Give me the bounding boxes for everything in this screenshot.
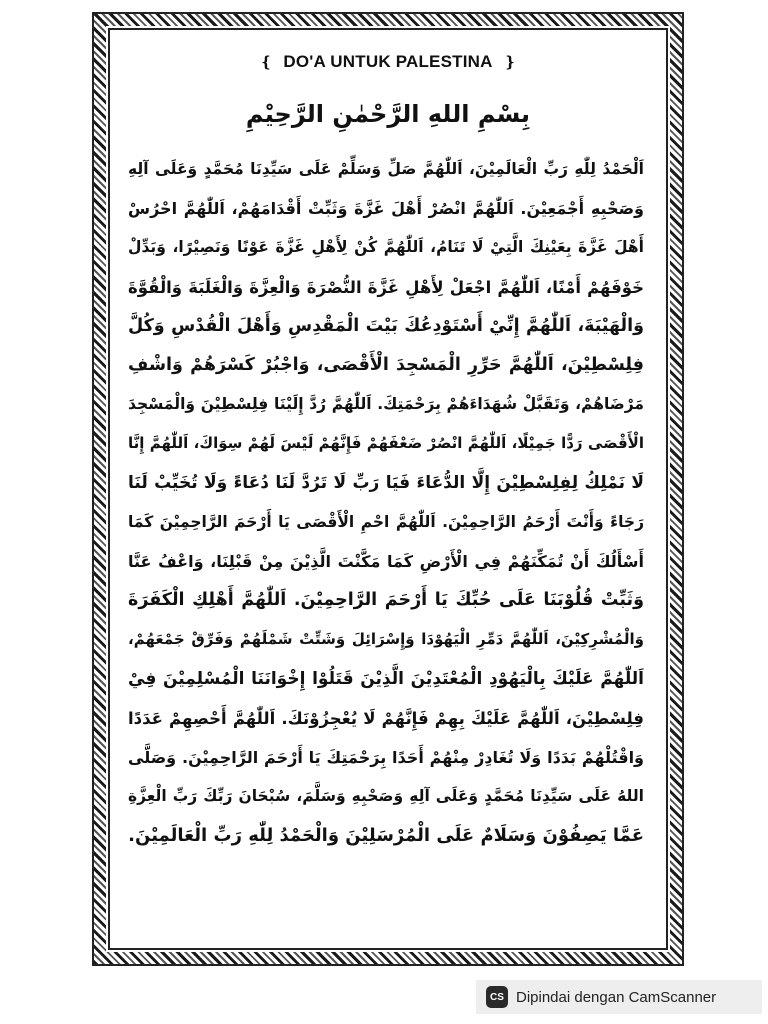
prayer-line: وَالْهَيْبَةَ، اَللّٰهُمَّ إِنِّيْ أَسْتَوْدِعُكَ بَيْتَ الْمَقْدِسِ وَأَهْلَ الْقُدْسِ وَكُلَّ	[128, 315, 644, 336]
prayer-line: خَوْفَهُمْ أَمْنًا، اَللّٰهُمَّ اجْعَلْ لِأَهْلِ غَزَّةَ النُّصْرَةَ وَالْعِزَّةَ وَالْغَلَبَةَ وَالْقُوَّةَ	[128, 277, 644, 297]
scanned-page	[92, 12, 684, 966]
prayer-line: فِلِسْطِيْنَ، اَللّٰهُمَّ عَلَيْكَ بِهِمْ فَإِنَّهُمْ لَا يُعْجِزُوْنَكَ. اَللّٰهُمَّ أَحْصِهِمْ عَدَدًا	[128, 708, 644, 728]
prayer-line: اللهُ عَلَى سَيِّدِنَا مُحَمَّدٍ وَعَلَى آلِهِ وَصَحْبِهِ وَسَلَّمَ، سُبْحَانَ رَبِّكَ رَبِّ الْعِزَّةِ	[128, 787, 644, 806]
prayer-line: رَجَاءً وَأَنْتَ أَرْحَمُ الرَّاحِمِيْنَ. اَللّٰهُمَّ احْمِ الْأَقْصَى يَا أَرْحَمَ الرَّاحِمِيْنَ كَمَا	[128, 512, 644, 531]
ornament-left-icon: ❴	[259, 53, 273, 71]
camscanner-watermark	[476, 980, 762, 1014]
prayer-line: اَللّٰهُمَّ عَلَيْكَ بِالْيَهُوْدِ الْمُعْتَدِيْنَ الَّذِيْنَ قَتَلُوْا إِخْوَانَنَا الْمُسْلِمِيْنَ فِيْ	[128, 668, 644, 689]
prayer-line: الْأَقْصَى رَدًّا جَمِيْلًا، اَللّٰهُمَّ انْصُرْ ضَعْفَهُمْ فَإِنَّهُمْ لَيْسَ لَهُمْ سِوَاكَ، اَللّٰهُمَّ إِنَّا	[128, 434, 644, 453]
prayer-line: أَهْلَ غَزَّةَ بِعَيْنِكَ الَّتِيْ لَا تَنَامُ، اَللّٰهُمَّ كُنْ لِأَهْلِ غَزَّةَ عَوْنًا وَنَصِيْرًا، وَبَدِّلْ	[128, 238, 644, 257]
prayer-line: وَثَبِّتْ قُلُوْبَنَا عَلَى حُبِّكَ يَا أَرْحَمَ الرَّاحِمِيْنَ. اَللّٰهُمَّ أَهْلِكِ الْكَفَرَةَ	[128, 590, 644, 611]
prayer-line: أَسْأَلُكَ أَنْ تُمَكِّنَهُمْ فِي الْأَرْضِ كَمَا مَكَّنْتَ الَّذِيْنَ مِنْ قَبْلِنَا، وَاعْفُ عَنَّا	[128, 552, 644, 572]
ornament-right-icon: ❵	[503, 53, 517, 71]
camscanner-icon: CS	[486, 986, 508, 1008]
prayer-line: وَصَحْبِهِ أَجْمَعِيْنَ. اَللّٰهُمَّ انْصُرْ أَهْلَ غَزَّةَ وَثَبِّتْ أَقْدَامَهُمْ، اَللّٰهُمَّ احْرُسْ	[128, 199, 644, 219]
prayer-line: عَمَّا يَصِفُوْنَ وَسَلَامٌ عَلَى الْمُرْسَلِيْنَ وَالْحَمْدُ لِلّٰهِ رَبِّ الْعَالَمِيْنَ.	[128, 825, 644, 847]
prayer-line: وَاقْتُلْهُمْ بَدَدًا وَلَا تُغَادِرْ مِنْهُمْ أَحَدًا بِرَحْمَتِكَ يَا أَرْحَمَ الرَّاحِمِيْنَ. وَصَلَّى	[128, 748, 644, 768]
prayer-line: مَرْضَاهُمْ، وَتَقَبَّلْ شُهَدَاءَهُمْ بِرَحْمَتِكَ. اَللّٰهُمَّ رُدَّ إِلَيْنَا فِلِسْطِيْنَ وَالْمَسْجِدَ	[128, 395, 644, 414]
prayer-line: فِلِسْطِيْنَ، اَللّٰهُمَّ حَرِّرِ الْمَسْجِدَ الْأَقْصَى، وَاجْبُرْ كَسْرَهُمْ وَاشْفِ	[128, 355, 644, 376]
prayer-line: وَالْمُشْرِكِيْنَ، اَللّٰهُمَّ دَمِّرِ الْيَهُوْدَا وَإِسْرَائِلَ وَشَتِّتْ شَمْلَهُمْ وَفَرِّقْ جَمْعَهُمْ،	[128, 630, 644, 649]
watermark-label: Dipindai dengan CamScanner	[516, 988, 717, 1006]
prayer-line: اَلْحَمْدُ لِلّٰهِ رَبِّ الْعَالَمِيْنَ، اَللّٰهُمَّ صَلِّ وَسَلِّمْ عَلَى سَيِّدِنَا مُحَمَّدٍ وَعَلَى آلِهِ	[128, 160, 644, 178]
prayer-line: لَا نَمْلِكُ لِفِلِسْطِيْنَ إِلَّا الدُّعَاءَ فَيَا رَبِّ لَا تَرُدَّ لَنَا دُعَاءً وَلَا تُخَيِّبْ لَنَا	[128, 472, 644, 493]
basmala: بِسْمِ اللهِ الرَّحْمٰنِ الرَّحِيْمِ	[245, 100, 531, 128]
page-title: DO'A UNTUK PALESTINA	[283, 52, 493, 71]
prayer-text	[128, 150, 644, 856]
title-block	[92, 52, 684, 72]
